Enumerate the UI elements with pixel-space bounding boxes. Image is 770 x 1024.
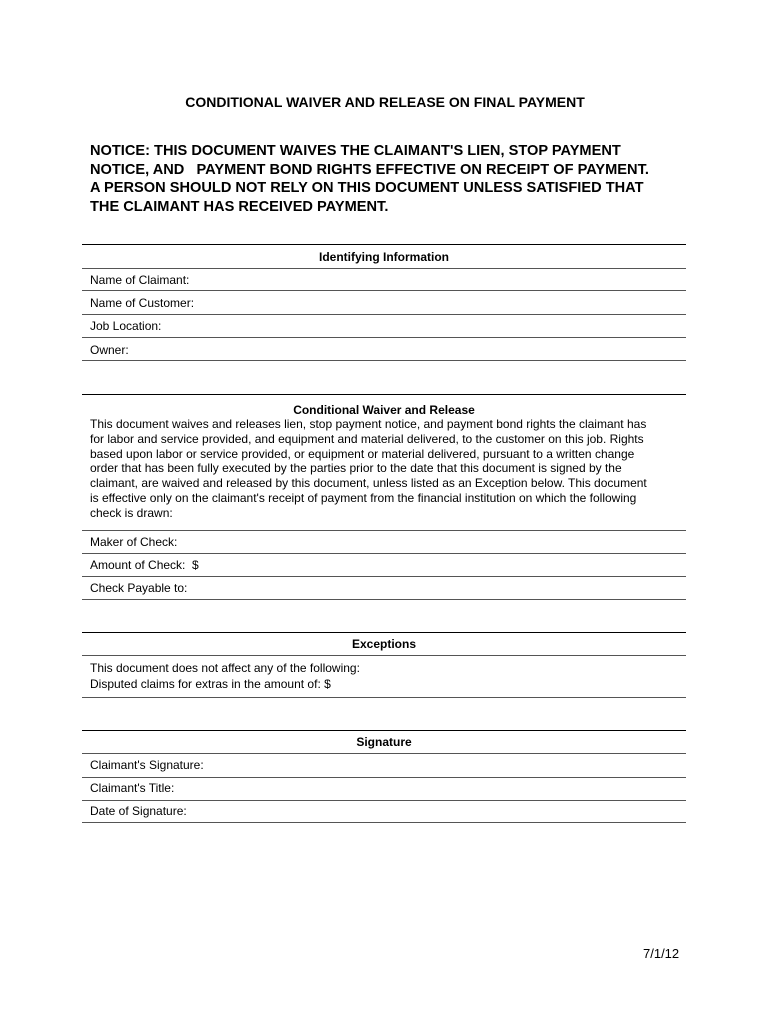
row-divider — [82, 822, 686, 823]
row-divider — [82, 314, 686, 315]
claimant-signature-field[interactable]: Claimant's Signature: — [90, 758, 204, 772]
section-divider — [82, 394, 686, 395]
row-divider — [82, 697, 686, 698]
amount-of-check-field[interactable]: Amount of Check: $ — [90, 558, 199, 572]
paragraph-line: order that has been fully executed by the parties prior to the date that this document is signed by the — [90, 461, 622, 476]
exceptions-text: This document does not affect any of the following: — [90, 661, 360, 675]
row-divider — [82, 655, 686, 656]
paragraph-line: for labor and service provided, and equipment and material delivered, to the customer on this job. Rights — [90, 431, 644, 446]
claimant-title-field[interactable]: Claimant's Title: — [90, 781, 175, 795]
paragraph-line: check is drawn: — [90, 505, 173, 520]
document-title: CONDITIONAL WAIVER AND RELEASE ON FINAL PAYMENT — [185, 94, 585, 110]
notice-line: NOTICE: THIS DOCUMENT WAIVES THE CLAIMANT'S LIEN, STOP PAYMENT — [90, 143, 621, 159]
row-divider — [82, 753, 686, 754]
paragraph-line: based upon labor or service provided, or equipment or material delivered, pursuant to a written change — [90, 446, 635, 461]
row-divider — [82, 337, 686, 338]
notice-line: NOTICE, AND PAYMENT BOND RIGHTS EFFECTIVE ON RECEIPT OF PAYMENT. — [90, 161, 649, 178]
owner-field[interactable]: Owner: — [90, 343, 129, 357]
paragraph-line: This document waives and releases lien, stop payment notice, and payment bond rights the claimant has — [90, 417, 647, 431]
row-divider — [82, 268, 686, 269]
section-divider — [82, 730, 686, 731]
name-of-claimant-field[interactable]: Name of Claimant: — [90, 273, 190, 287]
footer-date: 7/1/12 — [643, 946, 680, 961]
notice-line: THE CLAIMANT HAS RECEIVED PAYMENT. — [90, 198, 389, 215]
maker-of-check-field[interactable]: Maker of Check: — [90, 535, 178, 549]
row-divider — [82, 530, 686, 531]
exceptions-header: Exceptions — [351, 637, 417, 651]
row-divider — [82, 360, 686, 361]
row-divider — [82, 599, 686, 600]
disputed-claims-field[interactable]: Disputed claims for extras in the amount of: $ — [90, 677, 331, 691]
row-divider — [82, 777, 686, 778]
waiver-header: Conditional Waiver and Release — [293, 403, 475, 417]
identifying-header: Identifying Information — [319, 250, 449, 264]
job-location-field[interactable]: Job Location: — [90, 319, 162, 333]
paragraph-line: is effective only on the claimant's receipt of payment from the financial institution on which the following — [90, 490, 637, 505]
row-divider — [82, 290, 686, 291]
notice-block — [90, 142, 710, 216]
waiver-paragraph — [90, 417, 690, 521]
row-divider — [82, 553, 686, 554]
check-payable-to-field[interactable]: Check Payable to: — [90, 581, 188, 595]
paragraph-line: claimant, are waived and released by this document, unless listed as an Exception below. This document — [90, 476, 647, 491]
section-divider — [82, 244, 686, 245]
row-divider — [82, 576, 686, 577]
section-divider — [82, 632, 686, 633]
notice-line: A PERSON SHOULD NOT RELY ON THIS DOCUMENT UNLESS SATISFIED THAT — [90, 180, 644, 197]
name-of-customer-field[interactable]: Name of Customer: — [90, 296, 195, 310]
signature-header: Signature — [356, 735, 412, 749]
row-divider — [82, 800, 686, 801]
date-of-signature-field[interactable]: Date of Signature: — [90, 804, 187, 818]
